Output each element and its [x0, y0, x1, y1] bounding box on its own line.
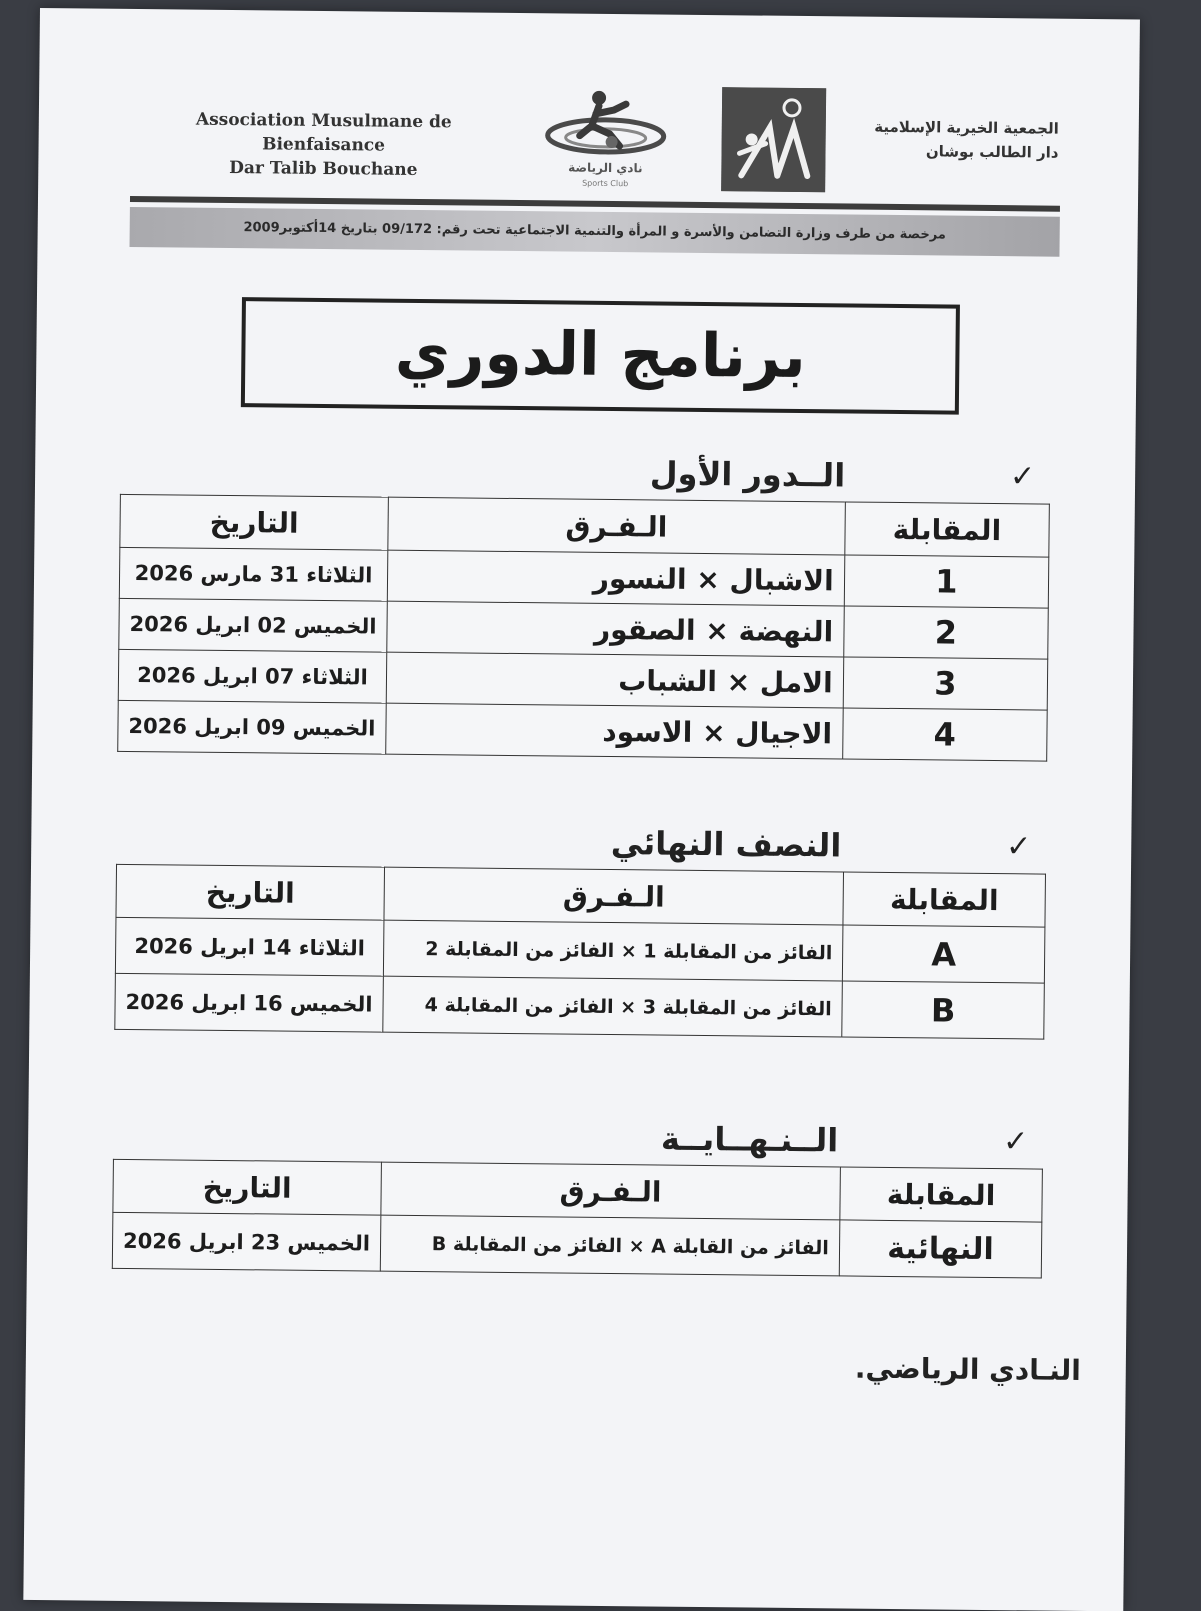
association-name-arabic-line1: الجمعية الخيرية الإسلامية	[874, 117, 1059, 138]
column-header-match: المقابلة	[844, 502, 1049, 557]
table-row	[118, 700, 1047, 761]
match-date: الخميس 16 ابريل 2026	[115, 973, 384, 1032]
column-header-match: المقابلة	[843, 872, 1045, 927]
letterhead	[38, 68, 1139, 243]
checkmark-icon: ✓	[1002, 1124, 1029, 1160]
association-name-arabic	[798, 114, 1058, 165]
match-teams: الفائز من المقابلة 1 × الفائز من المقابلة 2	[383, 920, 843, 981]
signature: النـادي الرياضي.	[854, 1351, 1081, 1387]
column-header-date: التاريخ	[120, 494, 389, 550]
table-row	[112, 1212, 1042, 1278]
schedule-table	[117, 494, 1050, 762]
license-notice: مرخصة من طرف وزارة التضامن والأسرة و المرأة والتنمية الاجتماعية تحت رقم: 09/172 بتاريخ 14أكتوبر2009	[130, 207, 1060, 257]
match-date: الخميس 23 ابريل 2026	[112, 1212, 381, 1271]
column-header-date: التاريخ	[113, 1159, 382, 1215]
match-date: الثلاثاء 31 مارس 2026	[119, 547, 387, 601]
schedule-table	[112, 1159, 1043, 1279]
column-header-teams: الـفـرق	[388, 497, 845, 555]
sports-club-logo-subtext: Sports Club	[582, 178, 629, 189]
checkmark-icon: ✓	[1005, 829, 1032, 865]
column-header-teams: الـفـرق	[381, 1162, 840, 1220]
match-teams: الاجيال × الاسود	[386, 703, 843, 759]
table-header-row	[113, 1159, 1043, 1222]
match-date: الخميس 02 ابريل 2026	[119, 598, 387, 652]
title-frame	[241, 297, 960, 415]
match-teams: الفائز من القابلة A × الفائز من المقابلة B	[380, 1215, 839, 1276]
schedule-table	[114, 864, 1046, 1040]
column-header-teams: الـفـرق	[384, 867, 844, 925]
match-number: A	[843, 925, 1045, 983]
association-name-arabic-line2: دار الطالب بوشان	[925, 142, 1059, 162]
match-date: الخميس 09 ابريل 2026	[118, 700, 386, 754]
match-date: الثلاثاء 14 ابريل 2026	[115, 917, 384, 976]
match-teams: الاشبال × النسور	[387, 550, 844, 606]
document-sheet	[23, 8, 1140, 1611]
table-header-row	[116, 864, 1046, 927]
match-number: B	[842, 981, 1044, 1039]
round-heading-text: الــنـهــايــة	[660, 1119, 839, 1160]
match-teams: النهضة × الصقور	[387, 601, 844, 657]
match-number: 2	[843, 606, 1048, 659]
table-row	[115, 973, 1045, 1039]
match-number: 4	[842, 708, 1047, 761]
match-teams: الامل × الشباب	[386, 652, 843, 708]
association-name-latin-line1: Association Musulmane de Bienfaisance	[195, 109, 452, 156]
column-header-date: التاريخ	[116, 864, 385, 920]
association-name-latin	[133, 107, 514, 183]
association-name-latin-line2: Dar Talib Bouchane	[229, 157, 418, 180]
round-heading	[116, 812, 1046, 874]
round-first	[117, 442, 1050, 762]
round-semifinal	[114, 812, 1046, 1040]
round-heading	[120, 442, 1050, 504]
match-number: 3	[843, 657, 1048, 710]
round-final	[112, 1107, 1044, 1279]
sports-club-logo	[543, 83, 674, 194]
match-number: 1	[844, 555, 1049, 608]
table-row	[115, 917, 1045, 983]
checkmark-icon: ✓	[1009, 459, 1036, 495]
sports-club-logo-text: نادي الرياضة	[568, 160, 643, 176]
round-heading-text: الــدور الأول	[649, 454, 846, 495]
column-header-match: المقابلة	[840, 1167, 1043, 1222]
round-heading-text: النصف النهائي	[610, 824, 842, 865]
page-title: برنامج الدوري	[394, 317, 807, 393]
table-header-row	[120, 494, 1050, 557]
match-number: النهائية	[839, 1220, 1042, 1278]
match-teams: الفائز من المقابلة 3 × الفائز من المقابلة 4	[383, 976, 843, 1037]
match-date: الثلاثاء 07 ابريل 2026	[118, 649, 386, 703]
round-heading	[113, 1107, 1043, 1169]
